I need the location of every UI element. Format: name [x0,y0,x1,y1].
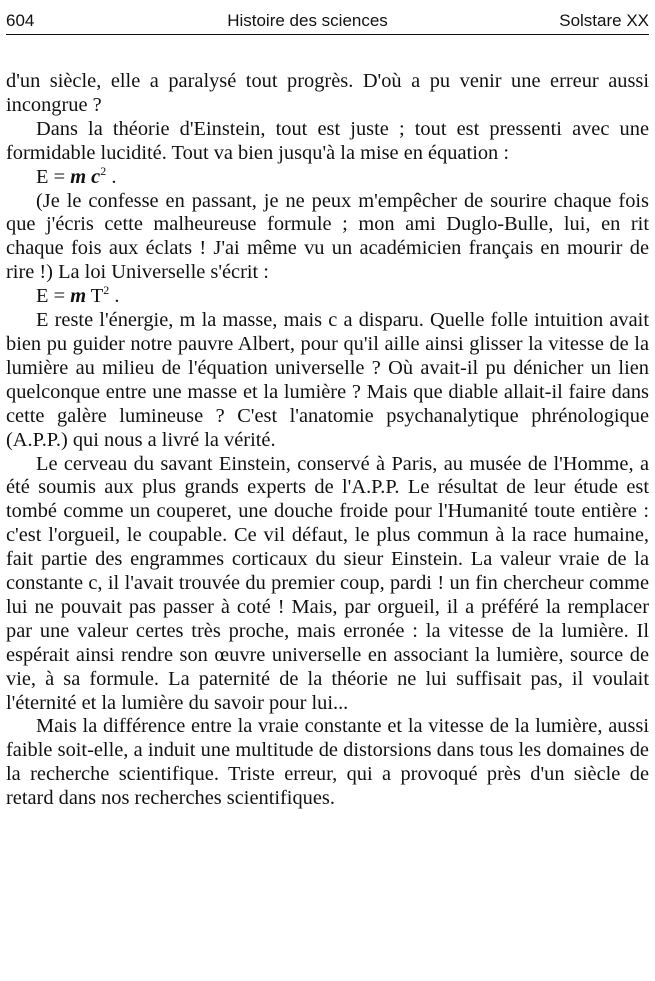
formula-equals: = [53,285,66,308]
chapter-title: Histoire des sciences [227,11,388,30]
formula-equals: = [53,165,66,188]
formula-period: . [111,165,117,188]
formula-lhs: E [36,285,49,308]
paragraph: (Je le confesse en passant, je ne peux m'empêcher de sourire chaque fois que j'écris cette malheureuse formule ; mon ami Duglo-Bulle, lui, en rit chaque fois aux éclats ! J'ai même vu un académicien français en mourir de rire !) La loi Universelle s'écrit : [6,189,649,284]
formula-exponent: 2 [100,163,107,178]
formula-t: T [90,285,104,308]
paragraph: Le cerveau du savant Einstein, conservé à Paris, au musée de l'Homme, a été soumis aux plus grands experts de l'A.P.P. Le résultat de leur étude est tombé comme un couperet, une douche froide pour l'Humanité toute entière : c'est l'orgueil, le coupable. Ce vil défaut, le plus commun à la race humaine, fait partie des engrammes corticaux du sieur Einstein. La valeur vraie de la constante c, il l'avait trouvée du premier coup, pardi ! un fin chercheur comme lui ne pouvait pas passer à coté ! Mais, par orgueil, il a préféré la remplacer par une valeur certes très proche, mais erronée : la vitesse de la lumière. Il espérait ainsi rendre son œuvre universelle en associant la lumière, source de vie, à sa formule. La paternité de la théorie ne lui suffisait pas, il voulait l'éternité et la lumière du savoir pour lui... [6,452,649,714]
formula-exponent: 2 [103,283,110,298]
formula-period: . [114,285,120,308]
paragraph: d'un siècle, elle a paralysé tout progrès. D'où a pu venir une erreur aussi incongrue ? [6,70,649,116]
formula-einstein [6,163,649,190]
formula-mass: m [70,285,87,308]
section-label: Solstare XX [559,11,649,30]
paragraph: Mais la différence entre la vraie constante et la vitesse de la lumière, aussi faible soit-elle, a induit une multitude de distorsions dans tous les domaines de la recherche scientifique. Triste erreur, qui a provoqué près d'un siècle de retard dans nos recherches scientifiques. [6,715,649,810]
formula-c: c [91,165,101,188]
page-number: 604 [6,11,35,30]
formula-universal [6,285,649,309]
formula-mass: m [70,165,87,188]
paragraph: E reste l'énergie, m la masse, mais c a disparu. Quelle folle intuition avait bien pu guider notre pauvre Albert, pour qu'il aille ainsi glisser la vitesse de la lumière au milieu de l'équation universelle ? Où avait-il pu dénicher un lien quelconque entre une masse et la lumière ? Mais que diable allait-il faire dans cette galère lumineuse ? C'est l'anatomie psychanalytique phrénologique (A.P.P.) qui nous a livré la vérité. [6,309,649,451]
body-text [6,70,649,811]
formula-lhs: E [36,165,49,188]
paragraph: Dans la théorie d'Einstein, tout est juste ; tout est pressenti avec une formidable lucidité. Tout va bien jusqu'à la mise en équation : [6,117,649,164]
running-head [6,10,649,35]
